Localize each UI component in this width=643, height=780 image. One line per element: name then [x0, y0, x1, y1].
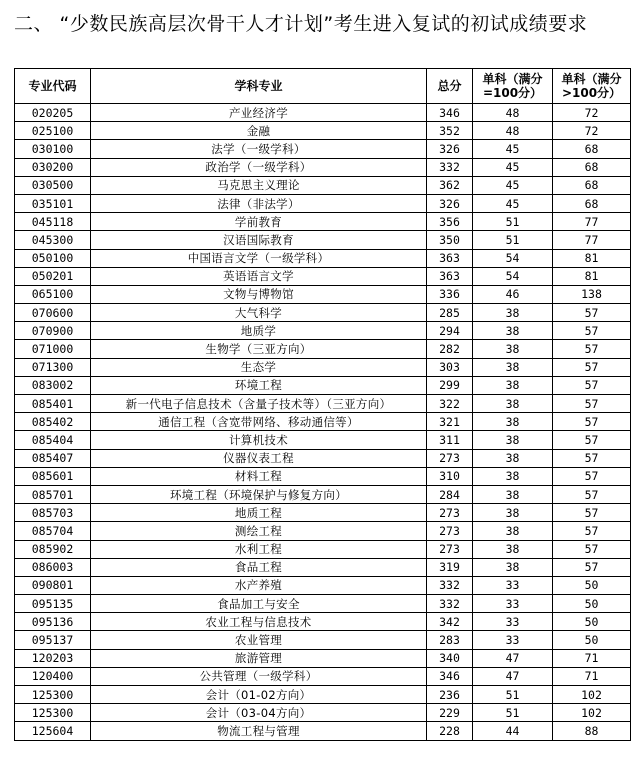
total-score-cell: 273: [427, 504, 473, 522]
single-100-cell: 45: [473, 140, 553, 158]
major-code-cell: 085902: [15, 540, 91, 558]
major-name-cell: 地质工程: [91, 504, 427, 522]
major-name-cell: 水产养殖: [91, 576, 427, 594]
total-score-cell: 362: [427, 176, 473, 194]
major-name-cell: 金融: [91, 122, 427, 140]
major-name-cell: 会计（01-02方向）: [91, 686, 427, 704]
single-over-100-cell: 57: [553, 340, 631, 358]
single-100-cell: 54: [473, 267, 553, 285]
single-over-100-cell: 57: [553, 540, 631, 558]
table-row: [15, 576, 631, 594]
major-name-cell: 文物与博物馆: [91, 285, 427, 303]
major-code-cell: 020205: [15, 104, 91, 122]
table-row: [15, 140, 631, 158]
single-100-cell: 38: [473, 504, 553, 522]
major-code-cell: 090801: [15, 576, 91, 594]
major-code-cell: 035101: [15, 194, 91, 212]
single-over-100-cell: 81: [553, 249, 631, 267]
major-code-cell: 125300: [15, 686, 91, 704]
total-score-cell: 273: [427, 522, 473, 540]
total-score-cell: 229: [427, 704, 473, 722]
table-row: [15, 122, 631, 140]
single-over-100-cell: 57: [553, 376, 631, 394]
total-score-cell: 282: [427, 340, 473, 358]
major-name-cell: 马克思主义理论: [91, 176, 427, 194]
major-code-cell: 085407: [15, 449, 91, 467]
header-major-code: 专业代码: [15, 69, 91, 104]
major-name-cell: 政治学（一级学科）: [91, 158, 427, 176]
major-code-cell: 071000: [15, 340, 91, 358]
major-code-cell: 095137: [15, 631, 91, 649]
single-over-100-cell: 77: [553, 213, 631, 231]
total-score-cell: 284: [427, 485, 473, 503]
total-score-cell: 352: [427, 122, 473, 140]
major-code-cell: 085703: [15, 504, 91, 522]
single-100-cell: 33: [473, 576, 553, 594]
header-major-name: 学科专业: [91, 69, 427, 104]
major-name-cell: 英语语言文学: [91, 267, 427, 285]
single-over-100-cell: 57: [553, 522, 631, 540]
major-name-cell: 食品工程: [91, 558, 427, 576]
major-code-cell: 125300: [15, 704, 91, 722]
table-row: [15, 158, 631, 176]
major-code-cell: 120203: [15, 649, 91, 667]
major-name-cell: 食品加工与安全: [91, 595, 427, 613]
major-name-cell: 农业管理: [91, 631, 427, 649]
single-100-cell: 33: [473, 595, 553, 613]
major-code-cell: 086003: [15, 558, 91, 576]
total-score-cell: 346: [427, 104, 473, 122]
single-100-cell: 45: [473, 158, 553, 176]
single-100-cell: 46: [473, 285, 553, 303]
major-name-cell: 环境工程（环境保护与修复方向）: [91, 485, 427, 503]
single-100-cell: 51: [473, 704, 553, 722]
major-name-cell: 生态学: [91, 358, 427, 376]
total-score-cell: 332: [427, 158, 473, 176]
major-code-cell: 085704: [15, 522, 91, 540]
total-score-cell: 273: [427, 449, 473, 467]
single-100-cell: 38: [473, 413, 553, 431]
table-row: [15, 522, 631, 540]
total-score-cell: 363: [427, 249, 473, 267]
major-code-cell: 085401: [15, 395, 91, 413]
table-row: [15, 540, 631, 558]
major-name-cell: 法律（非法学）: [91, 194, 427, 212]
table-row: [15, 631, 631, 649]
single-100-cell: 47: [473, 649, 553, 667]
single-100-cell: 33: [473, 613, 553, 631]
total-score-cell: 326: [427, 194, 473, 212]
single-over-100-cell: 68: [553, 140, 631, 158]
single-over-100-cell: 57: [553, 485, 631, 503]
single-100-cell: 38: [473, 522, 553, 540]
major-name-cell: 农业工程与信息技术: [91, 613, 427, 631]
major-name-cell: 环境工程: [91, 376, 427, 394]
single-over-100-cell: 50: [553, 595, 631, 613]
major-name-cell: 物流工程与管理: [91, 722, 427, 740]
table-row: [15, 176, 631, 194]
major-code-cell: 125604: [15, 722, 91, 740]
single-100-cell: 33: [473, 631, 553, 649]
total-score-cell: 228: [427, 722, 473, 740]
table-row: [15, 485, 631, 503]
table-row: [15, 595, 631, 613]
single-over-100-cell: 50: [553, 631, 631, 649]
single-over-100-cell: 57: [553, 467, 631, 485]
single-over-100-cell: 138: [553, 285, 631, 303]
single-over-100-cell: 102: [553, 686, 631, 704]
single-over-100-cell: 72: [553, 104, 631, 122]
major-name-cell: 学前教育: [91, 213, 427, 231]
major-name-cell: 法学（一级学科）: [91, 140, 427, 158]
single-100-cell: 38: [473, 449, 553, 467]
major-code-cell: 050100: [15, 249, 91, 267]
table-row: [15, 194, 631, 212]
table-row: [15, 249, 631, 267]
single-over-100-cell: 88: [553, 722, 631, 740]
single-over-100-cell: 68: [553, 176, 631, 194]
single-100-cell: 38: [473, 376, 553, 394]
single-over-100-cell: 57: [553, 449, 631, 467]
table-row: [15, 686, 631, 704]
major-code-cell: 071300: [15, 358, 91, 376]
single-100-cell: 45: [473, 176, 553, 194]
total-score-cell: 350: [427, 231, 473, 249]
major-name-cell: 水利工程: [91, 540, 427, 558]
table-row: [15, 449, 631, 467]
major-name-cell: 材料工程: [91, 467, 427, 485]
table-row: [15, 704, 631, 722]
table-row: [15, 613, 631, 631]
total-score-cell: 236: [427, 686, 473, 704]
major-name-cell: 测绘工程: [91, 522, 427, 540]
major-name-cell: 仪器仪表工程: [91, 449, 427, 467]
single-100-cell: 45: [473, 194, 553, 212]
total-score-cell: 294: [427, 322, 473, 340]
major-code-cell: 045300: [15, 231, 91, 249]
total-score-cell: 273: [427, 540, 473, 558]
single-100-cell: 38: [473, 304, 553, 322]
single-100-cell: 38: [473, 340, 553, 358]
major-code-cell: 030200: [15, 158, 91, 176]
total-score-cell: 310: [427, 467, 473, 485]
total-score-cell: 283: [427, 631, 473, 649]
total-score-cell: 332: [427, 576, 473, 594]
total-score-cell: 299: [427, 376, 473, 394]
table-row: [15, 231, 631, 249]
major-code-cell: 025100: [15, 122, 91, 140]
single-100-cell: 38: [473, 358, 553, 376]
single-100-cell: 38: [473, 395, 553, 413]
score-requirements-table: [14, 68, 631, 741]
table-row: [15, 431, 631, 449]
single-over-100-cell: 50: [553, 613, 631, 631]
single-100-cell: 48: [473, 122, 553, 140]
total-score-cell: 326: [427, 140, 473, 158]
single-100-cell: 38: [473, 540, 553, 558]
major-name-cell: 新一代电子信息技术（含量子技术等）（三亚方向）: [91, 395, 427, 413]
major-code-cell: 085404: [15, 431, 91, 449]
single-100-cell: 38: [473, 431, 553, 449]
table-row: [15, 649, 631, 667]
single-over-100-cell: 50: [553, 576, 631, 594]
single-over-100-cell: 57: [553, 504, 631, 522]
total-score-cell: 319: [427, 558, 473, 576]
table-row: [15, 395, 631, 413]
major-name-cell: 地质学: [91, 322, 427, 340]
single-over-100-cell: 57: [553, 395, 631, 413]
total-score-cell: 311: [427, 431, 473, 449]
major-code-cell: 030500: [15, 176, 91, 194]
major-code-cell: 085701: [15, 485, 91, 503]
total-score-cell: 303: [427, 358, 473, 376]
single-100-cell: 51: [473, 686, 553, 704]
header-single-over-100: 单科（满分>100分）: [553, 69, 631, 104]
major-name-cell: 大气科学: [91, 304, 427, 322]
single-over-100-cell: 68: [553, 158, 631, 176]
table-row: [15, 376, 631, 394]
table-row: [15, 340, 631, 358]
table-row: [15, 413, 631, 431]
total-score-cell: 332: [427, 595, 473, 613]
table-row: [15, 358, 631, 376]
major-name-cell: 公共管理（一级学科）: [91, 667, 427, 685]
total-score-cell: 285: [427, 304, 473, 322]
table-header-row: [15, 69, 631, 104]
total-score-cell: 346: [427, 667, 473, 685]
major-code-cell: 030100: [15, 140, 91, 158]
total-score-cell: 322: [427, 395, 473, 413]
major-code-cell: 070600: [15, 304, 91, 322]
major-name-cell: 计算机技术: [91, 431, 427, 449]
table-row: [15, 322, 631, 340]
single-100-cell: 38: [473, 322, 553, 340]
table-row: [15, 667, 631, 685]
single-over-100-cell: 71: [553, 649, 631, 667]
total-score-cell: 336: [427, 285, 473, 303]
major-code-cell: 095136: [15, 613, 91, 631]
table-row: [15, 504, 631, 522]
major-name-cell: 汉语国际教育: [91, 231, 427, 249]
total-score-cell: 363: [427, 267, 473, 285]
major-code-cell: 050201: [15, 267, 91, 285]
single-over-100-cell: 71: [553, 667, 631, 685]
single-over-100-cell: 57: [553, 413, 631, 431]
single-100-cell: 38: [473, 467, 553, 485]
total-score-cell: 321: [427, 413, 473, 431]
header-total-score: 总分: [427, 69, 473, 104]
single-100-cell: 47: [473, 667, 553, 685]
major-code-cell: 120400: [15, 667, 91, 685]
major-code-cell: 085402: [15, 413, 91, 431]
section-heading: 二、 “少数民族高层次骨干人才计划”考生进入复试的初试成绩要求: [14, 13, 588, 35]
single-over-100-cell: 77: [553, 231, 631, 249]
single-100-cell: 38: [473, 485, 553, 503]
single-over-100-cell: 57: [553, 431, 631, 449]
major-code-cell: 045118: [15, 213, 91, 231]
major-name-cell: 产业经济学: [91, 104, 427, 122]
single-over-100-cell: 72: [553, 122, 631, 140]
single-100-cell: 51: [473, 231, 553, 249]
header-single-100: 单科（满分=100分）: [473, 69, 553, 104]
table-row: [15, 285, 631, 303]
table-row: [15, 304, 631, 322]
table-row: [15, 267, 631, 285]
single-100-cell: 51: [473, 213, 553, 231]
major-code-cell: 085601: [15, 467, 91, 485]
total-score-cell: 340: [427, 649, 473, 667]
single-100-cell: 54: [473, 249, 553, 267]
single-over-100-cell: 81: [553, 267, 631, 285]
single-over-100-cell: 57: [553, 358, 631, 376]
major-code-cell: 065100: [15, 285, 91, 303]
single-over-100-cell: 57: [553, 322, 631, 340]
major-name-cell: 会计（03-04方向）: [91, 704, 427, 722]
major-code-cell: 083002: [15, 376, 91, 394]
single-over-100-cell: 68: [553, 194, 631, 212]
table-row: [15, 104, 631, 122]
table-body: [15, 104, 631, 741]
single-100-cell: 48: [473, 104, 553, 122]
total-score-cell: 342: [427, 613, 473, 631]
single-over-100-cell: 57: [553, 304, 631, 322]
single-100-cell: 38: [473, 558, 553, 576]
major-code-cell: 070900: [15, 322, 91, 340]
single-over-100-cell: 57: [553, 558, 631, 576]
major-name-cell: 中国语言文学（一级学科）: [91, 249, 427, 267]
single-100-cell: 44: [473, 722, 553, 740]
major-name-cell: 通信工程（含宽带网络、移动通信等）: [91, 413, 427, 431]
major-code-cell: 095135: [15, 595, 91, 613]
total-score-cell: 356: [427, 213, 473, 231]
table-row: [15, 722, 631, 740]
table-row: [15, 467, 631, 485]
single-over-100-cell: 102: [553, 704, 631, 722]
table-row: [15, 558, 631, 576]
table-row: [15, 213, 631, 231]
major-name-cell: 旅游管理: [91, 649, 427, 667]
major-name-cell: 生物学（三亚方向）: [91, 340, 427, 358]
